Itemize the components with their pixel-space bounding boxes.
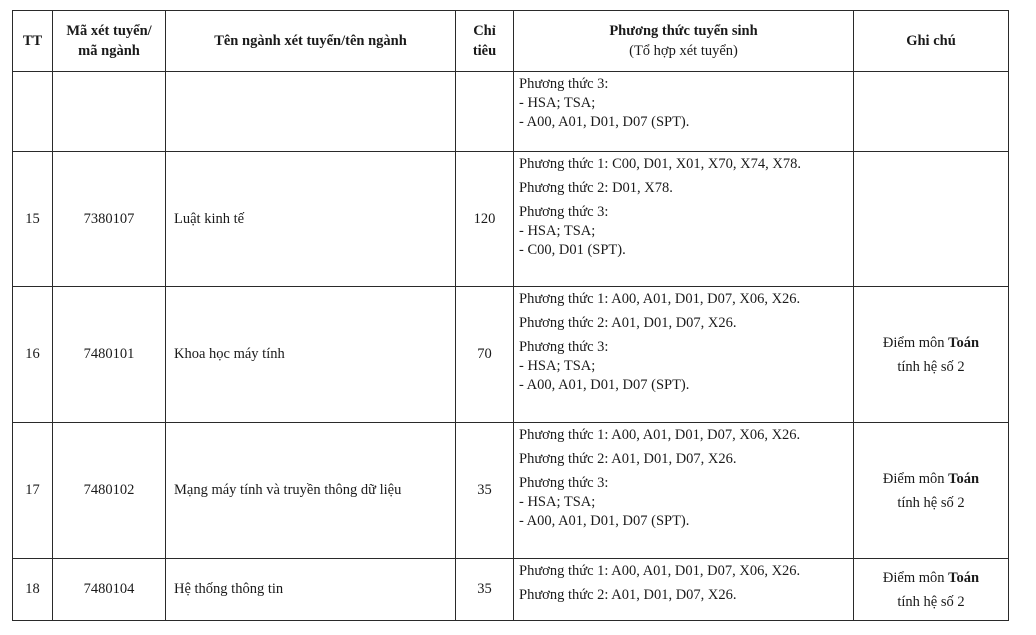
- note-line: Điểm môn Toán: [882, 470, 980, 487]
- method-line: Phương thức 3:: [519, 475, 609, 491]
- header-tt: TT: [13, 11, 53, 72]
- method-line: - HSA; TSA;: [519, 223, 596, 239]
- cell-tt: 18: [13, 559, 53, 621]
- cell-methods: [514, 423, 854, 559]
- cell-name: Luật kinh tế: [166, 152, 456, 287]
- cell-tt: 17: [13, 423, 53, 559]
- header-name: Tên ngành xét tuyển/tên ngành: [166, 11, 456, 72]
- cell-name: [166, 72, 456, 152]
- method-line: Phương thức 2: A01, D01, D07, X26.: [519, 587, 737, 603]
- note-line: Điểm môn Toán: [882, 334, 980, 351]
- cell-name: Hệ thống thông tin: [166, 559, 456, 621]
- method-line: - A00, A01, D01, D07 (SPT).: [519, 377, 690, 393]
- table-header-row: [13, 11, 1009, 72]
- method-line: Phương thức 3:: [519, 204, 609, 220]
- cell-quota: 70: [456, 287, 514, 423]
- method-line: Phương thức 2: A01, D01, D07, X26.: [519, 315, 737, 331]
- header-code: Mã xét tuyển/ mã ngành: [53, 11, 166, 72]
- table-row: [13, 559, 1009, 621]
- note-line: tính hệ số 2: [897, 494, 965, 511]
- cell-quota: [456, 72, 514, 152]
- header-note: Ghi chú: [854, 11, 1009, 72]
- cell-note: [854, 152, 1009, 287]
- table-row: [13, 423, 1009, 559]
- method-line: - A00, A01, D01, D07 (SPT).: [519, 114, 690, 130]
- method-line: Phương thức 2: A01, D01, D07, X26.: [519, 451, 737, 467]
- note-line: Điểm môn Toán: [882, 569, 980, 586]
- header-method: Phương thức tuyển sinh (Tổ hợp xét tuyển): [514, 11, 854, 72]
- method-line: - HSA; TSA;: [519, 358, 596, 374]
- method-line: Phương thức 1: A00, A01, D01, D07, X06, X26.: [519, 291, 801, 307]
- cell-code: [53, 72, 166, 152]
- cell-note: [854, 72, 1009, 152]
- table-row: [13, 152, 1009, 287]
- cell-code: 7380107: [53, 152, 166, 287]
- table-row: [13, 287, 1009, 423]
- cell-code: 7480104: [53, 559, 166, 621]
- method-line: Phương thức 1: A00, A01, D01, D07, X06, X26.: [519, 427, 801, 443]
- admission-table-page: [12, 10, 1008, 621]
- cell-note: [854, 287, 1009, 423]
- admission-table: [12, 10, 1009, 621]
- cell-methods: [514, 72, 854, 152]
- cell-note: [854, 559, 1009, 621]
- cell-methods: [514, 152, 854, 287]
- cell-tt: 15: [13, 152, 53, 287]
- method-line: - C00, D01 (SPT).: [519, 242, 626, 258]
- cell-tt: 16: [13, 287, 53, 423]
- cell-name: Khoa học máy tính: [166, 287, 456, 423]
- method-line: Phương thức 3:: [519, 76, 609, 92]
- cell-quota: 120: [456, 152, 514, 287]
- method-line: Phương thức 1: A00, A01, D01, D07, X06, X26.: [519, 563, 801, 579]
- method-line: - A00, A01, D01, D07 (SPT).: [519, 513, 690, 529]
- method-line: Phương thức 1: C00, D01, X01, X70, X74, X78.: [519, 156, 801, 172]
- header-quota: Chỉ tiêu: [456, 11, 514, 72]
- cell-quota: 35: [456, 559, 514, 621]
- cell-code: 7480102: [53, 423, 166, 559]
- cell-note: [854, 423, 1009, 559]
- method-line: Phương thức 3:: [519, 339, 609, 355]
- cell-methods: [514, 559, 854, 621]
- note-line: tính hệ số 2: [897, 593, 965, 610]
- cell-methods: [514, 287, 854, 423]
- note-line: tính hệ số 2: [897, 358, 965, 375]
- method-line: Phương thức 2: D01, X78.: [519, 180, 673, 196]
- method-line: - HSA; TSA;: [519, 494, 596, 510]
- cell-quota: 35: [456, 423, 514, 559]
- cell-code: 7480101: [53, 287, 166, 423]
- method-line: - HSA; TSA;: [519, 95, 596, 111]
- cell-tt: [13, 72, 53, 152]
- table-row: [13, 72, 1009, 152]
- cell-name: Mạng máy tính và truyền thông dữ liệu: [166, 423, 456, 559]
